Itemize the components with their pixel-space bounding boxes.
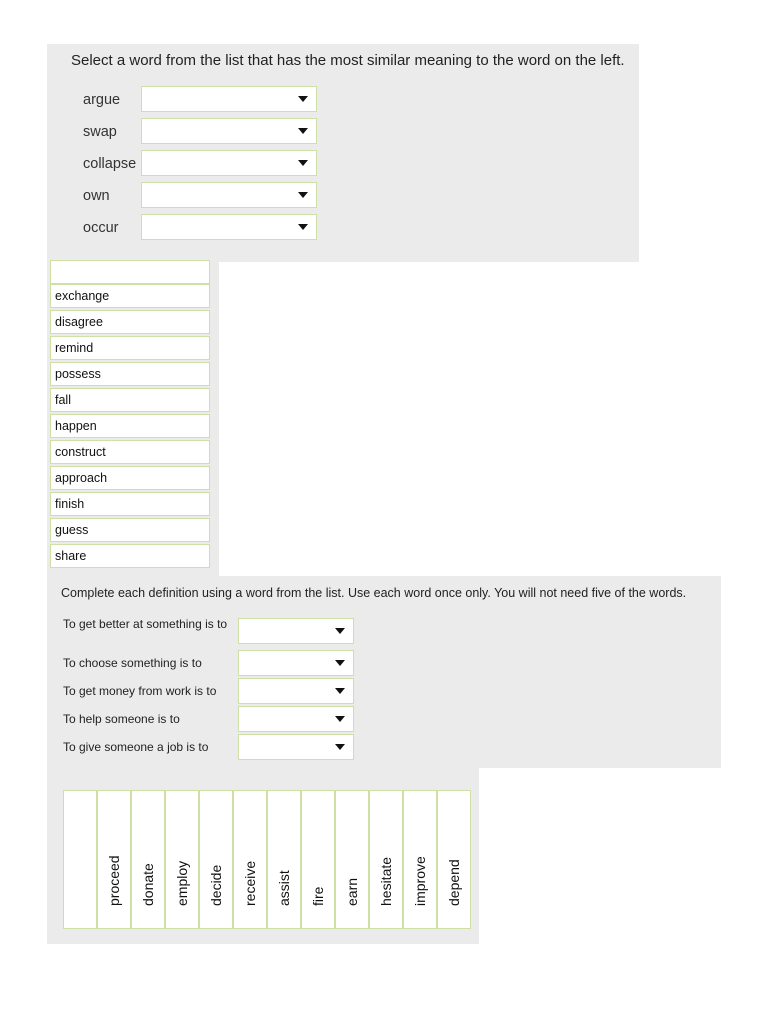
dropdown-caret-icon — [335, 744, 345, 750]
exercise1-word: occur — [83, 220, 119, 236]
option-item[interactable] — [131, 790, 165, 929]
option-item[interactable] — [199, 790, 233, 929]
exercise1-panel — [47, 44, 639, 262]
option-blank[interactable] — [50, 260, 210, 284]
option-label: receive — [242, 860, 258, 906]
exercise2-definition: To get better at something is to — [63, 617, 228, 631]
option-item[interactable]: remind — [50, 336, 210, 360]
exercise1-word: own — [83, 188, 110, 204]
exercise1-row — [47, 86, 639, 116]
option-item[interactable]: guess — [50, 518, 210, 542]
exercise1-row — [47, 118, 639, 148]
option-item[interactable] — [97, 790, 131, 929]
option-item[interactable]: exchange — [50, 284, 210, 308]
dropdown-caret-icon — [335, 716, 345, 722]
dropdown-caret-icon — [298, 160, 308, 166]
option-label: depend — [446, 859, 462, 906]
option-item[interactable]: possess — [50, 362, 210, 386]
option-label: employ — [174, 860, 190, 906]
option-item[interactable] — [437, 790, 471, 929]
exercise2-definition: To help someone is to — [63, 712, 180, 726]
dropdown-caret-icon — [298, 192, 308, 198]
option-label: fire — [310, 886, 326, 906]
exercise2-definition: To choose something is to — [63, 656, 202, 670]
option-label: improve — [412, 856, 428, 906]
option-item[interactable] — [267, 790, 301, 929]
exercise1-option-list — [47, 262, 219, 576]
exercise2-definition: To get money from work is to — [63, 684, 217, 698]
option-item[interactable] — [301, 790, 335, 929]
option-label: decide — [208, 864, 224, 906]
exercise2-select-earn[interactable] — [238, 678, 354, 704]
option-label: proceed — [106, 855, 122, 906]
exercise2-definition: To give someone a job is to — [63, 740, 209, 754]
exercise2-select-employ[interactable] — [238, 734, 354, 760]
dropdown-caret-icon — [298, 96, 308, 102]
option-item[interactable] — [369, 790, 403, 929]
exercise2-select-help[interactable] — [238, 706, 354, 732]
option-item[interactable]: construct — [50, 440, 210, 464]
exercise1-select-swap[interactable] — [141, 118, 317, 144]
option-item[interactable] — [165, 790, 199, 929]
option-label: hesitate — [378, 856, 394, 906]
option-item[interactable]: approach — [50, 466, 210, 490]
exercise1-row — [47, 214, 639, 244]
exercise1-select-occur[interactable] — [141, 214, 317, 240]
option-item[interactable] — [335, 790, 369, 929]
exercise1-select-collapse[interactable] — [141, 150, 317, 176]
dropdown-caret-icon — [335, 688, 345, 694]
exercise2-panel — [47, 576, 721, 768]
option-label: assist — [276, 870, 292, 906]
exercise2-select-improve[interactable] — [238, 618, 354, 644]
option-label: donate — [140, 863, 156, 906]
exercise1-select-argue[interactable] — [141, 86, 317, 112]
option-item[interactable]: share — [50, 544, 210, 568]
option-item[interactable]: finish — [50, 492, 210, 516]
option-item[interactable]: happen — [50, 414, 210, 438]
option-item[interactable]: fall — [50, 388, 210, 412]
option-item[interactable] — [233, 790, 267, 929]
dropdown-caret-icon — [335, 660, 345, 666]
exercise1-row — [47, 182, 639, 212]
option-item[interactable] — [403, 790, 437, 929]
option-blank[interactable] — [63, 790, 97, 929]
exercise1-word: collapse — [83, 156, 137, 172]
exercise1-word: swap — [83, 124, 117, 140]
exercise2-option-list — [47, 768, 479, 944]
exercise2-select-choose[interactable] — [238, 650, 354, 676]
dropdown-caret-icon — [298, 128, 308, 134]
option-label: earn — [344, 877, 360, 906]
exercise1-instruction: Select a word from the list that has the most similar meaning to the word on the left. — [71, 52, 625, 69]
dropdown-caret-icon — [335, 628, 345, 634]
dropdown-caret-icon — [298, 224, 308, 230]
exercise1-select-own[interactable] — [141, 182, 317, 208]
exercise1-word: argue — [83, 92, 121, 108]
exercise1-row — [47, 150, 639, 180]
exercise2-instruction: Complete each definition using a word from the list. Use each word once only. You will not need five of the words. — [61, 586, 687, 600]
option-item[interactable]: disagree — [50, 310, 210, 334]
